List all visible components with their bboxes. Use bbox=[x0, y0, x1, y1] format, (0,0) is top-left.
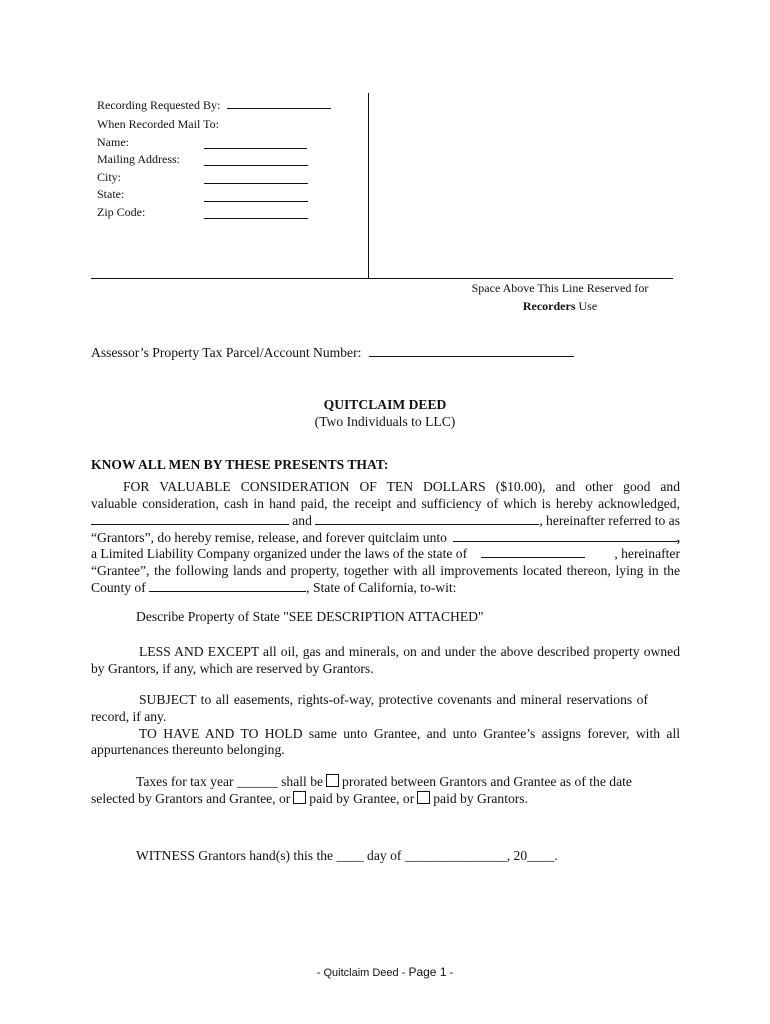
reserved-notice bbox=[440, 280, 680, 315]
name-label: Name: bbox=[97, 135, 129, 149]
recording-box-vertical-line bbox=[368, 93, 369, 278]
llc-text: a Limited Liability Company organized under the laws of the state of bbox=[91, 546, 468, 561]
county-label: County of bbox=[91, 580, 150, 595]
city-label: City: bbox=[97, 170, 122, 184]
consideration-line-1: FOR VALUABLE CONSIDERATION OF TEN DOLLARS ($10.00), and other good and bbox=[123, 479, 680, 494]
requested-by-label: Recording Requested By: bbox=[97, 98, 221, 112]
footer-dash: - bbox=[446, 967, 454, 979]
parcel-number bbox=[91, 344, 574, 361]
consideration-line-2: valuable consideration, cash in hand paid, the receipt and sufficiency of which is hereby acknowledged, bbox=[91, 496, 680, 511]
subject-line-1: SUBJECT to all easements, rights-of-way, protective covenants and mineral reservations of bbox=[139, 692, 648, 707]
footer-doc-name: - Quitclaim Deed - bbox=[316, 967, 409, 979]
grantor1-field[interactable] bbox=[91, 512, 289, 525]
quitclaim-line bbox=[91, 529, 680, 546]
state-label: State: bbox=[97, 187, 125, 201]
reserved-line2 bbox=[440, 298, 680, 316]
llc-line bbox=[91, 545, 680, 562]
grantee-lands-line: “Grantee”, the following lands and property, together with all improvements located thereon, lying in the bbox=[91, 563, 680, 578]
subject-line-2: record, if any. bbox=[91, 709, 167, 724]
recording-requested-by bbox=[97, 96, 331, 115]
reserved-use: Use bbox=[575, 298, 598, 313]
page-subtitle: (Two Individuals to LLC) bbox=[314, 414, 456, 429]
mailing-address-field[interactable] bbox=[204, 153, 308, 166]
selected-by-text: selected by Grantors and Grantee, or bbox=[91, 791, 291, 806]
to-have-line-1: TO HAVE AND TO HOLD same unto Grantee, and unto Grantee’s assigns forever, with all bbox=[139, 726, 680, 741]
referred-text: , hereinafter referred to as bbox=[539, 513, 680, 528]
grantee-field[interactable] bbox=[453, 529, 677, 542]
quitclaim-text: “Grantors”, do hereby remise, release, and forever quitclaim unto bbox=[91, 530, 447, 545]
parcel-field[interactable] bbox=[369, 344, 574, 357]
state-field[interactable] bbox=[204, 189, 308, 202]
mailing-address-label: Mailing Address: bbox=[97, 152, 180, 166]
quitclaim-comma: , bbox=[676, 530, 680, 545]
less-except-line-1: LESS AND EXCEPT all oil, gas and minerals, on and under the above described property owned bbox=[139, 644, 680, 659]
deed-heading: KNOW ALL MEN BY THESE PRESENTS THAT: bbox=[91, 457, 389, 472]
page-title: QUITCLAIM DEED bbox=[323, 397, 447, 412]
reserved-space-line bbox=[91, 278, 673, 279]
zip-code-field[interactable] bbox=[204, 206, 308, 219]
paid-by-grantee-text: paid by Grantee, or bbox=[309, 791, 415, 806]
llc-state-field[interactable] bbox=[481, 545, 585, 558]
footer-page-number: Page 1 bbox=[408, 965, 447, 979]
prorated-text: prorated between Grantors and Grantee as of the date bbox=[342, 774, 632, 789]
paid-by-grantee-checkbox[interactable] bbox=[293, 791, 306, 804]
requested-by-field[interactable] bbox=[227, 96, 331, 109]
page-footer bbox=[0, 965, 770, 979]
grantor2-field[interactable] bbox=[315, 512, 539, 525]
name-field[interactable] bbox=[204, 136, 307, 149]
parcel-label: Assessor’s Property Tax Parcel/Account Number: bbox=[91, 345, 362, 360]
describe-property: Describe Property of State "SEE DESCRIPTION ATTACHED" bbox=[136, 609, 484, 624]
prorated-checkbox[interactable] bbox=[326, 774, 339, 787]
city-field[interactable] bbox=[204, 171, 308, 184]
grantors-line bbox=[91, 512, 680, 529]
hereinafter-text: , hereinafter bbox=[614, 546, 680, 561]
taxes-line-2 bbox=[91, 790, 528, 807]
taxes-line-1 bbox=[136, 773, 632, 790]
reserved-recorders: Recorders bbox=[522, 298, 576, 313]
county-line bbox=[91, 579, 456, 596]
paid-by-grantors-checkbox[interactable] bbox=[417, 791, 430, 804]
mail-to-label: When Recorded Mail To: bbox=[97, 117, 219, 131]
less-except-line-2: by Grantors, if any, which are reserved by Grantors. bbox=[91, 661, 374, 676]
county-field[interactable] bbox=[149, 579, 306, 592]
to-have-line-2: appurtenances thereunto belonging. bbox=[91, 742, 285, 757]
taxes-year-text: Taxes for tax year ______ shall be bbox=[136, 774, 324, 789]
state-of-california-text: , State of California, to-wit: bbox=[306, 580, 457, 595]
zip-code-label: Zip Code: bbox=[97, 205, 146, 219]
witness-line: WITNESS Grantors hand(s) this the ____ day of _______________, 20____. bbox=[136, 848, 558, 863]
paid-by-grantors-text: paid by Grantors. bbox=[433, 791, 528, 806]
reserved-line1: Space Above This Line Reserved for bbox=[471, 281, 649, 295]
and-text: and bbox=[288, 513, 316, 528]
